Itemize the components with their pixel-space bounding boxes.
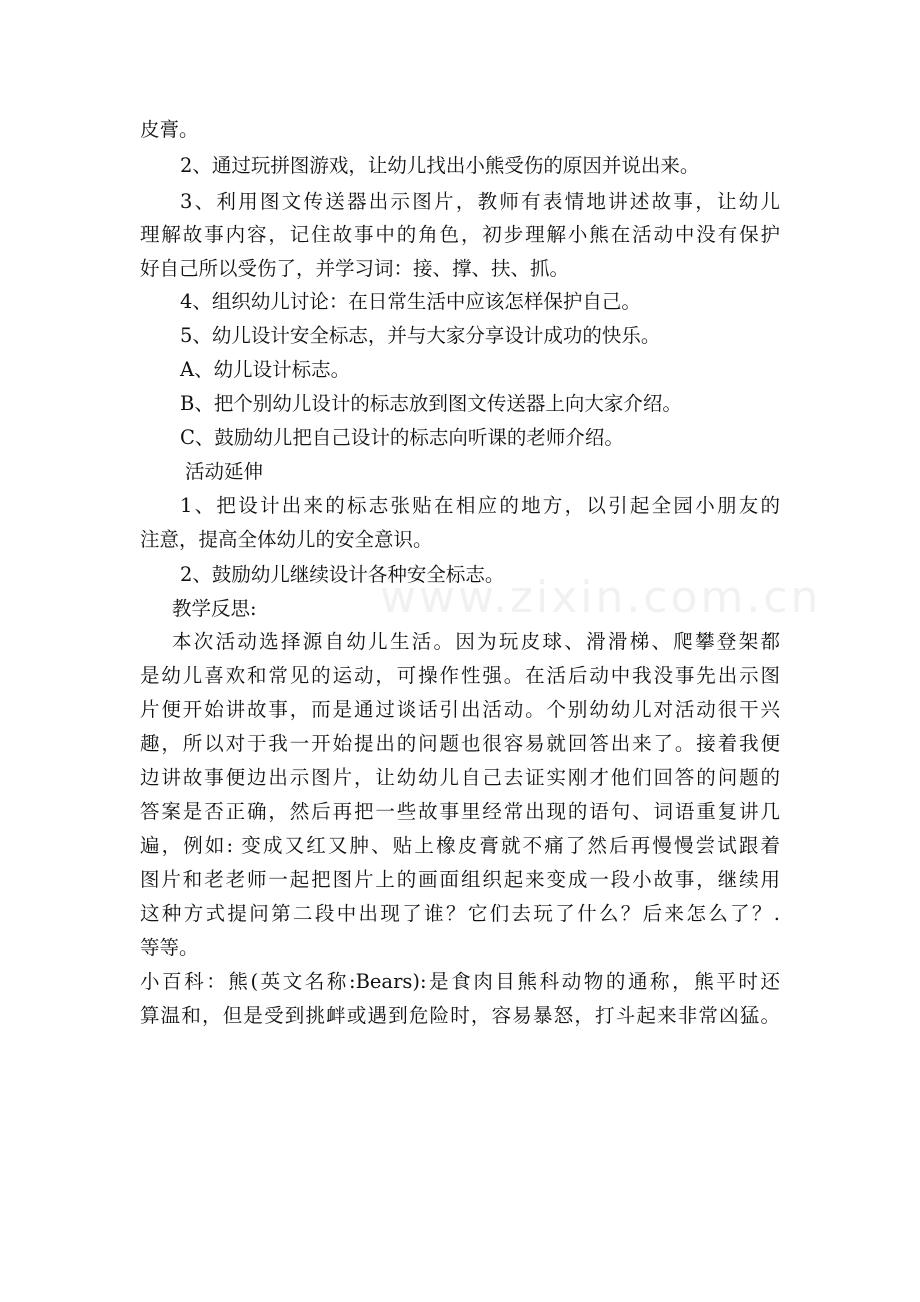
text-line: 4、组织幼儿讨论：在日常生活中应该怎样保护自己。 xyxy=(180,290,641,313)
text-line: 趣，所以对于我一开始提出的问题也很容易就回答出来了。接着我便 xyxy=(140,732,780,755)
text-line: 小百科：熊(英文名称:Bears):是食肉目熊科动物的通称，熊平时还 xyxy=(140,970,780,993)
text-line: 这种方式提问第二段中出现了谁？它们去玩了什么？后来怎么了？. xyxy=(140,902,780,925)
text-line: 遍，例如: 变成又红又肿、贴上橡皮膏就不痛了然后再慢慢尝试跟着 xyxy=(140,834,780,857)
text-line: A、幼儿设计标志。 xyxy=(180,358,351,381)
text-line: C、鼓励幼儿把自己设计的标志向听课的老师介绍。 xyxy=(180,426,624,449)
text-line: 1、把设计出来的标志张贴在相应的地方，以引起全园小朋友的 xyxy=(180,494,780,517)
text-line: 5、幼儿设计安全标志，并与大家分享设计成功的快乐。 xyxy=(180,324,661,347)
section-heading: 教学反思: xyxy=(172,597,257,620)
section-heading: 活动延伸 xyxy=(185,460,264,483)
text-line: 注意，提高全体幼儿的安全意识。 xyxy=(140,528,433,551)
text-line: 算温和，但是受到挑衅或遇到危险时，容易暴怒，打斗起来非常凶猛。 xyxy=(140,1004,780,1027)
text-line: 等等。 xyxy=(140,936,199,959)
text-line: 2、通过玩拼图游戏，让幼儿找出小熊受伤的原因并说出来。 xyxy=(180,154,700,177)
text-line: 答案是否正确，然后再把一些故事里经常出现的语句、词语重复讲几 xyxy=(140,800,780,823)
watermark: www.zixin.com.cn xyxy=(380,572,822,623)
text-line: 3、利用图文传送器出示图片，教师有表情地讲述故事，让幼儿 xyxy=(180,190,780,213)
text-line: 2、鼓励幼儿继续设计各种安全标志。 xyxy=(180,563,505,586)
text-line: 是幼儿喜欢和常见的运动，可操作性强。在活后动中我没事先出示图 xyxy=(140,664,780,687)
text-line: B、把个别幼儿设计的标志放到图文传送器上向大家介绍。 xyxy=(180,392,682,415)
text-line: 边讲故事便边出示图片，让幼幼儿自己去证实刚才他们回答的问题的 xyxy=(140,766,780,789)
text-line: 好自己所以受伤了，并学习词：接、撑、扶、抓。 xyxy=(140,257,570,280)
text-line: 图片和老老师一起把图片上的画面组织起来变成一段小故事，继续用 xyxy=(140,868,780,891)
text-line: 本次活动选择源自幼儿生活。因为玩皮球、滑滑梯、爬攀登架都 xyxy=(172,630,780,653)
text-line: 片便开始讲故事，而是通过谈话引出活动。个别幼幼儿对活动很干兴 xyxy=(140,698,780,721)
text-line: 理解故事内容，记住故事中的角色，初步理解小熊在活动中没有保护 xyxy=(140,223,780,246)
text-line: 皮膏。 xyxy=(140,118,199,141)
